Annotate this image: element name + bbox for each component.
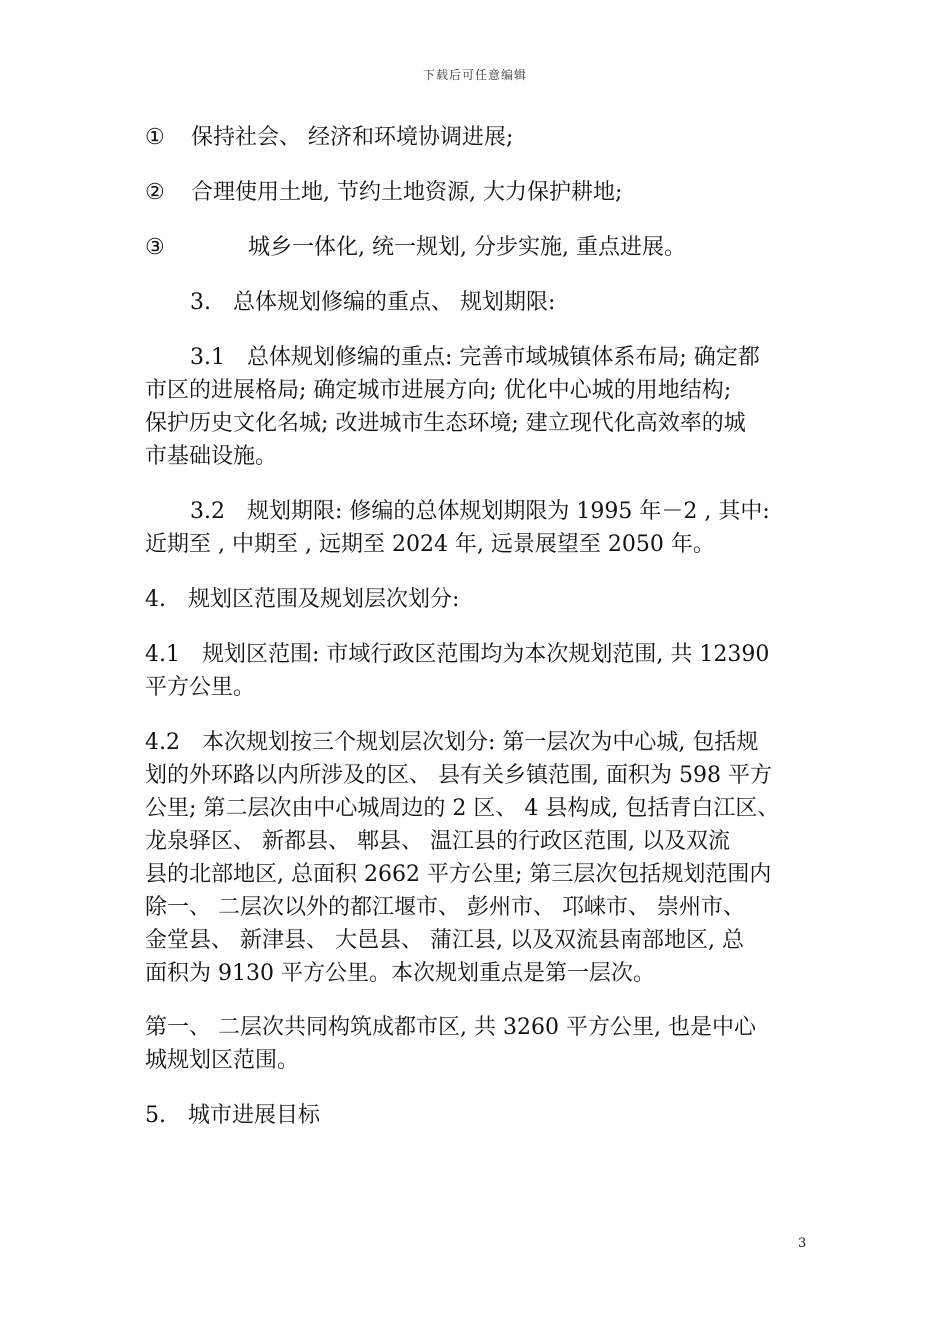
paragraph-line: 3.2 规划期限: 修编的总体规划期限为 1995 年－2 , 其中: xyxy=(190,499,770,524)
list-item-text: 合理使用土地, 节约土地资源, 大力保护耕地; xyxy=(191,180,623,205)
paragraph-line: 县的北部地区, 总面积 2662 平方公里; 第三层次包括规划范围内 xyxy=(145,862,772,887)
paragraph-line: 市基础设施。 xyxy=(145,444,278,469)
list-marker: ① xyxy=(145,125,165,150)
section-4-heading: 4. 规划区范围及规划层次划分: xyxy=(145,587,460,612)
list-item-text: 保持社会、 经济和环境协调进展; xyxy=(191,125,514,150)
paragraph-line: 面积为 9130 平方公里。本次规划重点是第一层次。 xyxy=(145,961,655,986)
paragraph-line: 保护历史文化名城; 改进城市生态环境; 建立现代化高效率的城 xyxy=(145,411,746,436)
paragraph-4-1 xyxy=(145,638,810,704)
paragraph-line: 平方公里。 xyxy=(145,675,256,700)
list-item-3 xyxy=(145,231,810,264)
paragraph-line: 城规划区范围。 xyxy=(145,1048,300,1073)
paragraph-line: 划的外环路以内所涉及的区、 县有关乡镇范围, 面积为 598 平方 xyxy=(145,763,772,788)
list-item-1 xyxy=(145,121,810,154)
section-5-heading: 5. 城市进展目标 xyxy=(145,1103,320,1128)
section-3-heading: 3. 总体规划修编的重点、 规划期限: xyxy=(190,290,556,315)
list-marker: ③ xyxy=(145,235,165,260)
paragraph-line: 市区的进展格局; 确定城市进展方向; 优化中心城的用地结构; xyxy=(145,378,732,403)
paragraph-line: 4.1 规划区范围: 市域行政区范围均为本次规划范围, 共 12390 xyxy=(145,642,770,667)
paragraph-line: 除一、 二层次以外的都江堰市、 彭州市、 邛崃市、 崇州市、 xyxy=(145,895,745,920)
paragraph-line: 第一、 二层次共同构筑成都市区, 共 3260 平方公里, 也是中心 xyxy=(145,1015,756,1040)
paragraph-summary xyxy=(145,1011,810,1077)
paragraph-4-2 xyxy=(145,726,810,990)
paragraph-line: 金堂县、 新津县、 大邑县、 蒲江县, 以及双流县南部地区, 总 xyxy=(145,928,744,953)
page-header-note: 下载后可任意编辑 xyxy=(422,68,527,82)
list-marker: ② xyxy=(145,180,165,205)
paragraph-line: 4.2 本次规划按三个规划层次划分: 第一层次为中心城, 包括规 xyxy=(145,730,759,755)
list-item-2 xyxy=(145,176,810,209)
paragraph-line: 公里; 第二层次由中心城周边的 2 区、 4 县构成, 包括青白江区、 xyxy=(145,796,780,821)
paragraph-line: 龙泉驿区、 新都县、 郫县、 温江县的行政区范围, 以及双流 xyxy=(145,829,730,854)
paragraph-3-2 xyxy=(145,495,810,561)
page-number: 3 xyxy=(798,1236,807,1251)
paragraph-line: 3.1 总体规划修编的重点: 完善市域城镇体系布局; 确定都 xyxy=(190,345,760,370)
paragraph-line: 近期至 , 中期至 , 远期至 2024 年, 远景展望至 2050 年。 xyxy=(145,532,715,557)
paragraph-3-1 xyxy=(145,341,810,473)
list-item-text: 城乡一体化, 统一规划, 分步实施, 重点进展。 xyxy=(248,235,686,260)
